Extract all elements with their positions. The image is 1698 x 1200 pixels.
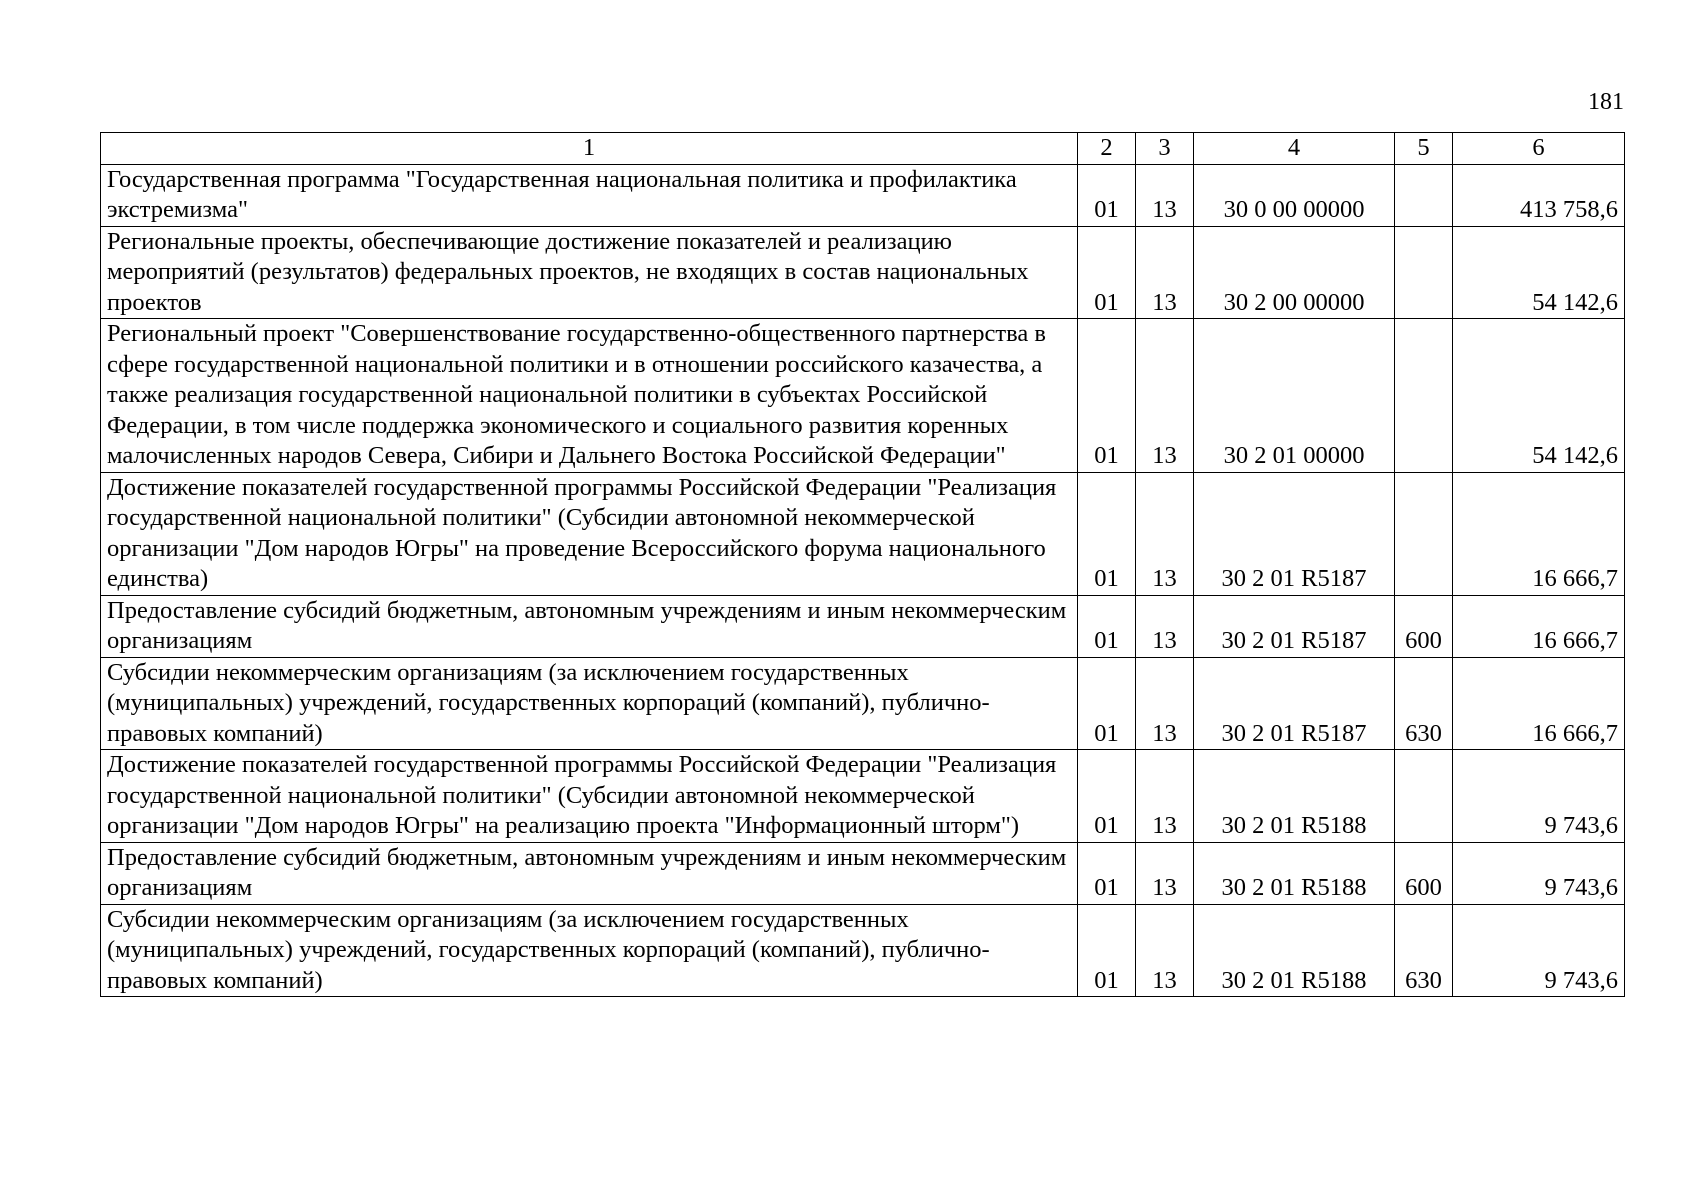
row-section: 01 (1078, 657, 1136, 750)
table-row (101, 657, 1625, 750)
table-row (101, 472, 1625, 595)
row-type (1395, 472, 1453, 595)
row-code: 30 2 01 R5188 (1194, 750, 1395, 843)
table-row (101, 226, 1625, 319)
table-row (101, 842, 1625, 904)
row-section: 01 (1078, 226, 1136, 319)
row-type (1395, 750, 1453, 843)
row-section: 01 (1078, 164, 1136, 226)
row-subsection: 13 (1136, 657, 1194, 750)
row-section: 01 (1078, 750, 1136, 843)
row-amount: 16 666,7 (1453, 657, 1625, 750)
row-subsection: 13 (1136, 319, 1194, 473)
budget-table (100, 132, 1625, 997)
row-code: 30 2 01 R5187 (1194, 472, 1395, 595)
row-subsection: 13 (1136, 472, 1194, 595)
row-amount: 9 743,6 (1453, 842, 1625, 904)
row-name: Достижение показателей государственной программы Российской Федерации "Реализация государственной национальной политики" (Субсидии автономной некоммерческой организации "Дом народов Югры" на проведение Всероссийского форума национального единства) (101, 472, 1078, 595)
row-amount: 54 142,6 (1453, 319, 1625, 473)
row-code: 30 2 00 00000 (1194, 226, 1395, 319)
table-row (101, 319, 1625, 473)
row-name: Региональные проекты, обеспечивающие достижение показателей и реализацию мероприятий (результатов) федеральных проектов, не входящих в состав национальных проектов (101, 226, 1078, 319)
page-number: 181 (1588, 89, 1624, 115)
row-type: 600 (1395, 595, 1453, 657)
table-row (101, 595, 1625, 657)
row-amount: 9 743,6 (1453, 904, 1625, 997)
row-name: Субсидии некоммерческим организациям (за исключением государственных (муниципальных) учреждений, государственных корпораций (компаний), публично-правовых компаний) (101, 657, 1078, 750)
row-amount: 54 142,6 (1453, 226, 1625, 319)
row-subsection: 13 (1136, 750, 1194, 843)
header-col-2: 2 (1078, 133, 1136, 165)
row-code: 30 2 01 R5187 (1194, 657, 1395, 750)
row-code: 30 2 01 00000 (1194, 319, 1395, 473)
table-row (101, 164, 1625, 226)
header-col-5: 5 (1395, 133, 1453, 165)
row-amount: 16 666,7 (1453, 472, 1625, 595)
row-section: 01 (1078, 595, 1136, 657)
row-name: Государственная программа "Государственная национальная политика и профилактика экстремизма" (101, 164, 1078, 226)
row-name: Предоставление субсидий бюджетным, автономным учреждениям и иным некоммерческим организациям (101, 595, 1078, 657)
row-section: 01 (1078, 904, 1136, 997)
row-amount: 16 666,7 (1453, 595, 1625, 657)
row-subsection: 13 (1136, 842, 1194, 904)
row-subsection: 13 (1136, 595, 1194, 657)
header-col-6: 6 (1453, 133, 1625, 165)
row-type: 600 (1395, 842, 1453, 904)
table-header-row (101, 133, 1625, 165)
row-name: Предоставление субсидий бюджетным, автономным учреждениям и иным некоммерческим организациям (101, 842, 1078, 904)
table-row (101, 904, 1625, 997)
row-subsection: 13 (1136, 904, 1194, 997)
row-amount: 9 743,6 (1453, 750, 1625, 843)
table-row (101, 750, 1625, 843)
row-name: Достижение показателей государственной программы Российской Федерации "Реализация государственной национальной политики" (Субсидии автономной некоммерческой организации "Дом народов Югры" на реализацию проекта "Информационный шторм") (101, 750, 1078, 843)
row-type (1395, 164, 1453, 226)
row-amount: 413 758,6 (1453, 164, 1625, 226)
header-col-1: 1 (101, 133, 1078, 165)
row-type (1395, 226, 1453, 319)
row-section: 01 (1078, 842, 1136, 904)
row-code: 30 2 01 R5187 (1194, 595, 1395, 657)
row-section: 01 (1078, 472, 1136, 595)
row-subsection: 13 (1136, 164, 1194, 226)
row-name: Региональный проект "Совершенствование государственно-общественного партнерства в сфере государственной национальной политики и в отношении российского казачества, а также реализация государственной национальной политики в субъектах Российской Федерации, в том числе поддержка экономического и социального развития коренных малочисленных народов Севера, Сибири и Дальнего Востока Российской Федерации" (101, 319, 1078, 473)
row-code: 30 2 01 R5188 (1194, 842, 1395, 904)
row-code: 30 0 00 00000 (1194, 164, 1395, 226)
row-type: 630 (1395, 904, 1453, 997)
row-type (1395, 319, 1453, 473)
row-subsection: 13 (1136, 226, 1194, 319)
row-type: 630 (1395, 657, 1453, 750)
header-col-4: 4 (1194, 133, 1395, 165)
row-code: 30 2 01 R5188 (1194, 904, 1395, 997)
header-col-3: 3 (1136, 133, 1194, 165)
row-name: Субсидии некоммерческим организациям (за исключением государственных (муниципальных) учреждений, государственных корпораций (компаний), публично-правовых компаний) (101, 904, 1078, 997)
row-section: 01 (1078, 319, 1136, 473)
